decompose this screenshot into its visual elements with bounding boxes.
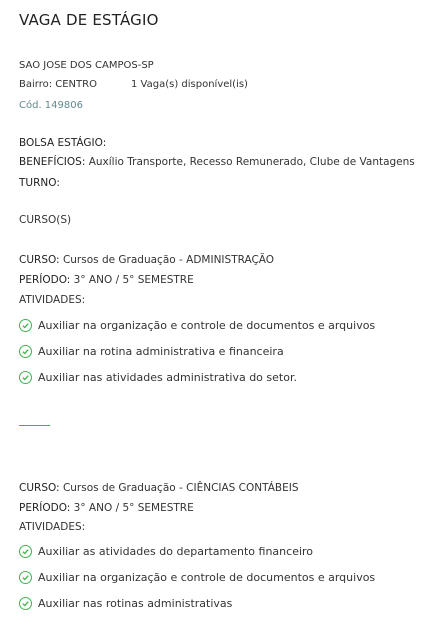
check-circle-icon bbox=[19, 571, 32, 584]
activity-text: Auxiliar na rotina administrativa e financeira bbox=[38, 345, 284, 358]
curso-label: CURSO: bbox=[19, 482, 60, 494]
course-1-curso-row bbox=[19, 254, 274, 266]
activity-item bbox=[19, 371, 297, 384]
activity-item bbox=[19, 319, 375, 332]
course-1-periodo-row bbox=[19, 274, 194, 286]
activity-item bbox=[19, 545, 313, 558]
beneficios-row bbox=[19, 156, 415, 168]
vagas-available: 1 Vaga(s) disponível(is) bbox=[131, 79, 248, 90]
turno-label: TURNO: bbox=[19, 177, 60, 189]
course-2-atividades-label: ATIVIDADES: bbox=[19, 521, 86, 533]
curso-value: Cursos de Graduação - CIÊNCIAS CONTÁBEIS bbox=[59, 482, 299, 494]
curso-value: Cursos de Graduação - ADMINISTRAÇÃO bbox=[59, 254, 275, 266]
page-title: VAGA DE ESTÁGIO bbox=[19, 11, 159, 29]
course-1-atividades-label: ATIVIDADES: bbox=[19, 294, 86, 306]
activity-item bbox=[19, 571, 375, 584]
check-circle-icon bbox=[19, 545, 32, 558]
periodo-value: 3° ANO / 5° SEMESTRE bbox=[70, 502, 194, 514]
curso-label: CURSO: bbox=[19, 254, 60, 266]
bairro-text: Bairro: CENTRO bbox=[19, 79, 97, 90]
activity-text: Auxiliar nas atividades administrativa do setor. bbox=[38, 371, 297, 384]
activity-text: Auxiliar na organização e controle de documentos e arquivos bbox=[38, 571, 376, 584]
location-city: SAO JOSE DOS CAMPOS-SP bbox=[19, 60, 154, 71]
location-row bbox=[19, 79, 248, 90]
beneficios-label: BENEFÍCIOS: bbox=[19, 156, 86, 168]
check-circle-icon bbox=[19, 597, 32, 610]
activity-text: Auxiliar nas rotinas administrativas bbox=[38, 597, 233, 610]
job-code: Cód. 149806 bbox=[19, 100, 83, 111]
activity-item bbox=[19, 345, 284, 358]
turno-row bbox=[19, 177, 60, 189]
course-2-curso-row bbox=[19, 482, 299, 494]
periodo-label: PERÍODO: bbox=[19, 502, 71, 514]
activity-text: Auxiliar as atividades do departamento financeiro bbox=[38, 545, 314, 558]
activity-text: Auxiliar na organização e controle de documentos e arquivos bbox=[38, 319, 376, 332]
activity-item bbox=[19, 597, 232, 610]
periodo-label: PERÍODO: bbox=[19, 274, 71, 286]
beneficios-value: Auxílio Transporte, Recesso Remunerado, Clube de Vantagens bbox=[85, 156, 415, 168]
bolsa-row bbox=[19, 137, 106, 149]
check-circle-icon bbox=[19, 319, 32, 332]
check-circle-icon bbox=[19, 371, 32, 384]
bolsa-label: BOLSA ESTÁGIO: bbox=[19, 137, 107, 149]
section-divider bbox=[19, 425, 50, 426]
check-circle-icon bbox=[19, 345, 32, 358]
cursos-heading: CURSO(S) bbox=[19, 214, 72, 226]
periodo-value: 3° ANO / 5° SEMESTRE bbox=[70, 274, 194, 286]
course-2-periodo-row bbox=[19, 502, 194, 514]
